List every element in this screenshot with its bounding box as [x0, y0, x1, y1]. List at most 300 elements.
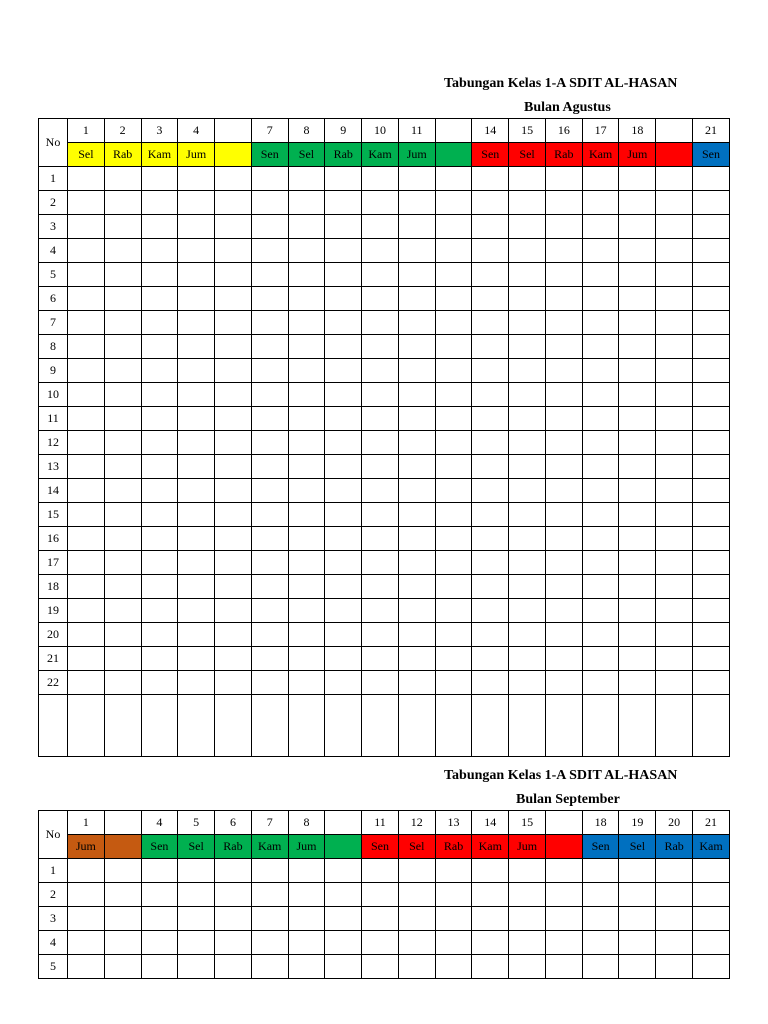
savings-cell[interactable] [215, 239, 252, 263]
savings-cell[interactable] [178, 335, 215, 359]
savings-cell[interactable] [619, 359, 656, 383]
savings-cell[interactable] [141, 383, 178, 407]
savings-cell[interactable] [509, 359, 546, 383]
savings-cell[interactable] [472, 191, 509, 215]
savings-cell[interactable] [104, 575, 141, 599]
savings-cell[interactable] [545, 167, 582, 191]
savings-cell[interactable] [178, 671, 215, 695]
savings-cell[interactable] [435, 599, 472, 623]
savings-cell[interactable] [288, 907, 325, 931]
savings-cell[interactable] [325, 479, 362, 503]
savings-cell[interactable] [545, 215, 582, 239]
savings-cell[interactable] [104, 695, 141, 757]
savings-cell[interactable] [141, 527, 178, 551]
savings-cell[interactable] [472, 907, 509, 931]
savings-cell[interactable] [288, 955, 325, 979]
savings-cell[interactable] [325, 859, 362, 883]
savings-cell[interactable] [288, 671, 325, 695]
savings-cell[interactable] [104, 503, 141, 527]
savings-cell[interactable] [545, 479, 582, 503]
savings-cell[interactable] [545, 383, 582, 407]
savings-cell[interactable] [509, 859, 546, 883]
savings-cell[interactable] [398, 647, 435, 671]
savings-cell[interactable] [582, 287, 619, 311]
savings-cell[interactable] [178, 383, 215, 407]
savings-cell[interactable] [141, 359, 178, 383]
savings-cell[interactable] [178, 859, 215, 883]
savings-cell[interactable] [435, 239, 472, 263]
savings-cell[interactable] [288, 311, 325, 335]
savings-cell[interactable] [472, 311, 509, 335]
savings-cell[interactable] [141, 647, 178, 671]
savings-cell[interactable] [141, 671, 178, 695]
savings-cell[interactable] [68, 647, 105, 671]
savings-cell[interactable] [656, 311, 693, 335]
savings-cell[interactable] [656, 383, 693, 407]
savings-cell[interactable] [362, 215, 399, 239]
savings-cell[interactable] [693, 907, 730, 931]
savings-cell[interactable] [288, 695, 325, 757]
savings-cell[interactable] [472, 955, 509, 979]
savings-cell[interactable] [288, 431, 325, 455]
savings-cell[interactable] [435, 335, 472, 359]
savings-cell[interactable] [509, 551, 546, 575]
savings-cell[interactable] [582, 671, 619, 695]
savings-cell[interactable] [68, 883, 105, 907]
savings-cell[interactable] [325, 311, 362, 335]
savings-cell[interactable] [509, 431, 546, 455]
savings-cell[interactable] [251, 431, 288, 455]
savings-cell[interactable] [68, 859, 105, 883]
savings-cell[interactable] [472, 883, 509, 907]
savings-cell[interactable] [362, 335, 399, 359]
savings-cell[interactable] [693, 623, 730, 647]
savings-cell[interactable] [178, 191, 215, 215]
savings-cell[interactable] [656, 335, 693, 359]
savings-cell[interactable] [215, 599, 252, 623]
savings-cell[interactable] [178, 527, 215, 551]
savings-cell[interactable] [545, 551, 582, 575]
savings-cell[interactable] [398, 551, 435, 575]
savings-cell[interactable] [582, 455, 619, 479]
savings-cell[interactable] [509, 503, 546, 527]
savings-cell[interactable] [509, 479, 546, 503]
savings-cell[interactable] [398, 215, 435, 239]
savings-cell[interactable] [104, 671, 141, 695]
savings-cell[interactable] [582, 383, 619, 407]
savings-cell[interactable] [215, 527, 252, 551]
savings-cell[interactable] [68, 407, 105, 431]
savings-cell[interactable] [398, 335, 435, 359]
savings-cell[interactable] [104, 931, 141, 955]
savings-cell[interactable] [582, 623, 619, 647]
savings-cell[interactable] [693, 695, 730, 757]
savings-cell[interactable] [325, 263, 362, 287]
savings-cell[interactable] [693, 551, 730, 575]
savings-cell[interactable] [619, 215, 656, 239]
savings-cell[interactable] [509, 955, 546, 979]
savings-cell[interactable] [288, 503, 325, 527]
savings-cell[interactable] [215, 955, 252, 979]
savings-cell[interactable] [656, 623, 693, 647]
savings-cell[interactable] [693, 263, 730, 287]
savings-cell[interactable] [104, 263, 141, 287]
savings-cell[interactable] [398, 407, 435, 431]
savings-cell[interactable] [509, 167, 546, 191]
savings-cell[interactable] [251, 575, 288, 599]
savings-cell[interactable] [545, 407, 582, 431]
savings-cell[interactable] [325, 503, 362, 527]
savings-cell[interactable] [362, 907, 399, 931]
savings-cell[interactable] [178, 263, 215, 287]
savings-cell[interactable] [362, 359, 399, 383]
savings-cell[interactable] [619, 191, 656, 215]
savings-cell[interactable] [325, 575, 362, 599]
savings-cell[interactable] [398, 599, 435, 623]
savings-cell[interactable] [472, 671, 509, 695]
savings-cell[interactable] [325, 695, 362, 757]
savings-cell[interactable] [141, 955, 178, 979]
savings-cell[interactable] [693, 215, 730, 239]
savings-cell[interactable] [435, 647, 472, 671]
savings-cell[interactable] [509, 599, 546, 623]
savings-cell[interactable] [141, 239, 178, 263]
savings-cell[interactable] [68, 931, 105, 955]
savings-cell[interactable] [288, 599, 325, 623]
savings-cell[interactable] [619, 599, 656, 623]
savings-cell[interactable] [545, 431, 582, 455]
savings-cell[interactable] [619, 407, 656, 431]
savings-cell[interactable] [398, 907, 435, 931]
savings-cell[interactable] [251, 695, 288, 757]
savings-cell[interactable] [435, 215, 472, 239]
savings-cell[interactable] [582, 215, 619, 239]
savings-cell[interactable] [435, 407, 472, 431]
savings-cell[interactable] [104, 191, 141, 215]
savings-cell[interactable] [68, 551, 105, 575]
savings-cell[interactable] [619, 431, 656, 455]
savings-cell[interactable] [325, 671, 362, 695]
savings-cell[interactable] [68, 671, 105, 695]
savings-cell[interactable] [693, 455, 730, 479]
savings-cell[interactable] [693, 191, 730, 215]
savings-cell[interactable] [104, 335, 141, 359]
savings-cell[interactable] [215, 263, 252, 287]
savings-cell[interactable] [619, 671, 656, 695]
savings-cell[interactable] [141, 931, 178, 955]
savings-cell[interactable] [215, 455, 252, 479]
savings-cell[interactable] [251, 647, 288, 671]
savings-cell[interactable] [288, 239, 325, 263]
savings-cell[interactable] [362, 239, 399, 263]
savings-cell[interactable] [656, 883, 693, 907]
savings-cell[interactable] [362, 955, 399, 979]
savings-cell[interactable] [288, 883, 325, 907]
savings-cell[interactable] [398, 359, 435, 383]
savings-cell[interactable] [178, 695, 215, 757]
savings-cell[interactable] [656, 359, 693, 383]
savings-cell[interactable] [582, 239, 619, 263]
savings-cell[interactable] [325, 167, 362, 191]
savings-cell[interactable] [582, 599, 619, 623]
savings-cell[interactable] [545, 287, 582, 311]
savings-cell[interactable] [619, 575, 656, 599]
savings-cell[interactable] [68, 623, 105, 647]
savings-cell[interactable] [362, 167, 399, 191]
savings-cell[interactable] [435, 263, 472, 287]
savings-cell[interactable] [656, 527, 693, 551]
savings-cell[interactable] [288, 335, 325, 359]
savings-cell[interactable] [398, 575, 435, 599]
savings-cell[interactable] [509, 647, 546, 671]
savings-cell[interactable] [215, 191, 252, 215]
savings-cell[interactable] [141, 167, 178, 191]
savings-cell[interactable] [472, 239, 509, 263]
savings-cell[interactable] [619, 311, 656, 335]
savings-cell[interactable] [582, 503, 619, 527]
savings-cell[interactable] [472, 503, 509, 527]
savings-cell[interactable] [693, 407, 730, 431]
savings-cell[interactable] [398, 191, 435, 215]
savings-cell[interactable] [362, 695, 399, 757]
savings-cell[interactable] [472, 599, 509, 623]
savings-cell[interactable] [251, 191, 288, 215]
savings-cell[interactable] [656, 239, 693, 263]
savings-cell[interactable] [215, 431, 252, 455]
savings-cell[interactable] [288, 455, 325, 479]
savings-cell[interactable] [582, 647, 619, 671]
savings-cell[interactable] [509, 671, 546, 695]
savings-cell[interactable] [545, 311, 582, 335]
savings-cell[interactable] [68, 311, 105, 335]
savings-cell[interactable] [582, 527, 619, 551]
savings-cell[interactable] [509, 907, 546, 931]
savings-cell[interactable] [545, 907, 582, 931]
savings-cell[interactable] [398, 287, 435, 311]
savings-cell[interactable] [545, 263, 582, 287]
savings-cell[interactable] [215, 215, 252, 239]
savings-cell[interactable] [693, 239, 730, 263]
savings-cell[interactable] [325, 215, 362, 239]
savings-cell[interactable] [656, 907, 693, 931]
savings-cell[interactable] [104, 167, 141, 191]
savings-cell[interactable] [619, 647, 656, 671]
savings-cell[interactable] [68, 167, 105, 191]
savings-cell[interactable] [435, 503, 472, 527]
savings-cell[interactable] [288, 263, 325, 287]
savings-cell[interactable] [582, 263, 619, 287]
savings-cell[interactable] [104, 955, 141, 979]
savings-cell[interactable] [325, 623, 362, 647]
savings-cell[interactable] [693, 335, 730, 359]
savings-cell[interactable] [68, 479, 105, 503]
savings-cell[interactable] [582, 311, 619, 335]
savings-cell[interactable] [656, 503, 693, 527]
savings-cell[interactable] [656, 263, 693, 287]
savings-cell[interactable] [68, 695, 105, 757]
savings-cell[interactable] [509, 883, 546, 907]
savings-cell[interactable] [104, 647, 141, 671]
savings-cell[interactable] [398, 167, 435, 191]
savings-cell[interactable] [545, 671, 582, 695]
savings-cell[interactable] [288, 167, 325, 191]
savings-cell[interactable] [104, 407, 141, 431]
savings-cell[interactable] [104, 287, 141, 311]
savings-cell[interactable] [435, 359, 472, 383]
savings-cell[interactable] [215, 551, 252, 575]
savings-cell[interactable] [68, 335, 105, 359]
savings-cell[interactable] [435, 671, 472, 695]
savings-cell[interactable] [68, 239, 105, 263]
savings-cell[interactable] [656, 455, 693, 479]
savings-cell[interactable] [215, 883, 252, 907]
savings-cell[interactable] [362, 287, 399, 311]
savings-cell[interactable] [435, 431, 472, 455]
savings-cell[interactable] [545, 575, 582, 599]
savings-cell[interactable] [362, 431, 399, 455]
savings-cell[interactable] [472, 407, 509, 431]
savings-cell[interactable] [693, 383, 730, 407]
savings-cell[interactable] [509, 191, 546, 215]
savings-cell[interactable] [68, 215, 105, 239]
savings-cell[interactable] [178, 239, 215, 263]
savings-cell[interactable] [619, 883, 656, 907]
savings-cell[interactable] [472, 431, 509, 455]
savings-cell[interactable] [619, 479, 656, 503]
savings-cell[interactable] [215, 503, 252, 527]
savings-cell[interactable] [104, 883, 141, 907]
savings-cell[interactable] [251, 551, 288, 575]
savings-cell[interactable] [178, 455, 215, 479]
savings-cell[interactable] [656, 575, 693, 599]
savings-cell[interactable] [141, 311, 178, 335]
savings-cell[interactable] [251, 359, 288, 383]
savings-cell[interactable] [435, 955, 472, 979]
savings-cell[interactable] [141, 455, 178, 479]
savings-cell[interactable] [398, 239, 435, 263]
savings-cell[interactable] [178, 167, 215, 191]
savings-cell[interactable] [251, 907, 288, 931]
savings-cell[interactable] [362, 311, 399, 335]
savings-cell[interactable] [104, 239, 141, 263]
savings-cell[interactable] [251, 623, 288, 647]
savings-cell[interactable] [325, 955, 362, 979]
savings-cell[interactable] [178, 931, 215, 955]
savings-cell[interactable] [509, 575, 546, 599]
savings-cell[interactable] [178, 575, 215, 599]
savings-cell[interactable] [545, 931, 582, 955]
savings-cell[interactable] [582, 859, 619, 883]
savings-cell[interactable] [656, 671, 693, 695]
savings-cell[interactable] [104, 455, 141, 479]
savings-cell[interactable] [693, 859, 730, 883]
savings-cell[interactable] [435, 383, 472, 407]
savings-cell[interactable] [141, 859, 178, 883]
savings-cell[interactable] [656, 859, 693, 883]
savings-cell[interactable] [472, 859, 509, 883]
savings-cell[interactable] [435, 575, 472, 599]
savings-cell[interactable] [582, 191, 619, 215]
savings-cell[interactable] [398, 859, 435, 883]
savings-cell[interactable] [435, 907, 472, 931]
savings-cell[interactable] [178, 647, 215, 671]
savings-cell[interactable] [251, 931, 288, 955]
savings-cell[interactable] [288, 479, 325, 503]
savings-cell[interactable] [141, 623, 178, 647]
savings-cell[interactable] [619, 335, 656, 359]
savings-cell[interactable] [288, 931, 325, 955]
savings-cell[interactable] [693, 527, 730, 551]
savings-cell[interactable] [68, 455, 105, 479]
savings-cell[interactable] [472, 215, 509, 239]
savings-cell[interactable] [362, 479, 399, 503]
savings-cell[interactable] [435, 695, 472, 757]
savings-cell[interactable] [435, 167, 472, 191]
savings-cell[interactable] [325, 191, 362, 215]
savings-cell[interactable] [435, 931, 472, 955]
savings-cell[interactable] [104, 383, 141, 407]
savings-cell[interactable] [141, 907, 178, 931]
savings-cell[interactable] [288, 359, 325, 383]
savings-cell[interactable] [509, 263, 546, 287]
savings-cell[interactable] [693, 167, 730, 191]
savings-cell[interactable] [251, 311, 288, 335]
savings-cell[interactable] [325, 907, 362, 931]
savings-cell[interactable] [619, 527, 656, 551]
savings-cell[interactable] [104, 907, 141, 931]
savings-cell[interactable] [656, 647, 693, 671]
savings-cell[interactable] [545, 335, 582, 359]
savings-cell[interactable] [104, 359, 141, 383]
savings-cell[interactable] [288, 215, 325, 239]
savings-cell[interactable] [582, 431, 619, 455]
savings-cell[interactable] [472, 647, 509, 671]
savings-cell[interactable] [141, 575, 178, 599]
savings-cell[interactable] [325, 359, 362, 383]
savings-cell[interactable] [619, 695, 656, 757]
savings-cell[interactable] [251, 263, 288, 287]
savings-cell[interactable] [693, 503, 730, 527]
savings-cell[interactable] [472, 263, 509, 287]
savings-cell[interactable] [509, 311, 546, 335]
savings-cell[interactable] [325, 883, 362, 907]
savings-cell[interactable] [619, 551, 656, 575]
savings-cell[interactable] [545, 599, 582, 623]
savings-cell[interactable] [178, 907, 215, 931]
savings-cell[interactable] [104, 311, 141, 335]
savings-cell[interactable] [68, 191, 105, 215]
savings-cell[interactable] [472, 527, 509, 551]
savings-cell[interactable] [325, 599, 362, 623]
savings-cell[interactable] [656, 215, 693, 239]
savings-cell[interactable] [178, 479, 215, 503]
savings-cell[interactable] [325, 455, 362, 479]
savings-cell[interactable] [251, 479, 288, 503]
savings-cell[interactable] [656, 479, 693, 503]
savings-cell[interactable] [619, 263, 656, 287]
savings-cell[interactable] [656, 931, 693, 955]
savings-cell[interactable] [288, 527, 325, 551]
savings-cell[interactable] [693, 479, 730, 503]
savings-cell[interactable] [251, 955, 288, 979]
savings-cell[interactable] [509, 623, 546, 647]
savings-cell[interactable] [472, 931, 509, 955]
savings-cell[interactable] [582, 359, 619, 383]
savings-cell[interactable] [215, 479, 252, 503]
savings-cell[interactable] [656, 551, 693, 575]
savings-cell[interactable] [472, 623, 509, 647]
savings-cell[interactable] [693, 359, 730, 383]
